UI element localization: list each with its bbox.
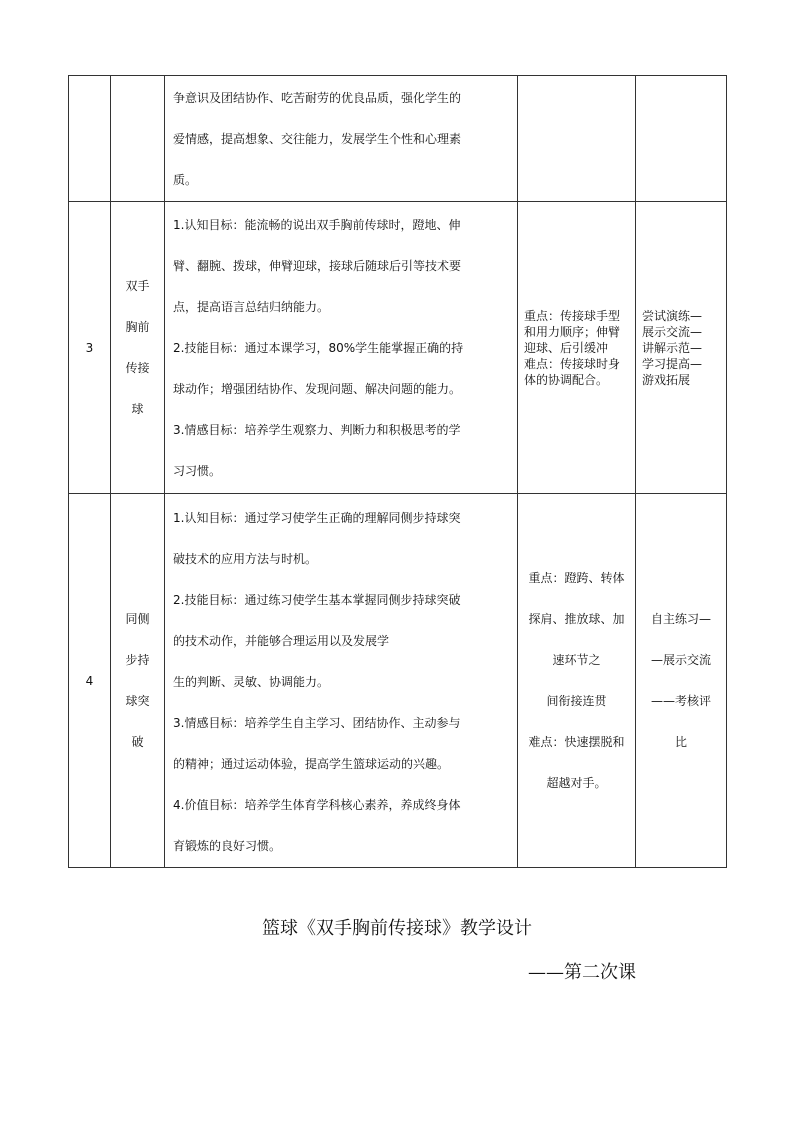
key-point-line: 和用力顺序；伸臂 <box>524 324 621 339</box>
table-row <box>69 202 727 494</box>
goal-line: 4.价值目标：培养学生体育学科核心素养，养成终身体 <box>173 798 461 812</box>
goal-line: 3.情感目标：培养学生自主学习、团结协作、主动参与 <box>173 716 461 730</box>
lesson-name-line: 传接 <box>125 360 150 375</box>
lesson-name-cell <box>111 494 165 868</box>
goal-line: 1.认知目标：通过学习使学生正确的理解同侧步持球突 <box>173 511 461 525</box>
goal-line: 臂、翻腕、拨球，伸臂迎球，接球后随球后引等技术要 <box>173 259 462 273</box>
method-line: 展示交流— <box>642 324 703 339</box>
goal-line: 球动作；增强团结协作、发现问题、解决问题的能力。 <box>173 382 462 396</box>
key-points-cell <box>518 76 636 202</box>
goal-line: 2.技能目标：通过练习使学生基本掌握同侧步持球突破 <box>173 593 461 607</box>
key-point-line: 间衔接连贯 <box>546 693 607 708</box>
goal-line: 的精神；通过运动体验，提高学生篮球运动的兴趣。 <box>173 757 450 771</box>
goal-line: 2.技能目标：通过本课学习，80%学生能掌握正确的持 <box>173 341 464 355</box>
lesson-name-line: 胸前 <box>125 319 150 334</box>
method-line: ——考核评 <box>650 693 711 708</box>
key-point-line: 速环节之 <box>552 652 601 667</box>
goal-line: 3.情感目标：培养学生观察力、判断力和积极思考的学 <box>173 423 461 437</box>
method-line: 学习提高— <box>642 356 703 371</box>
key-point-line: 难点：快速摆脱和 <box>528 734 625 749</box>
key-point-line: 重点：传接球手型 <box>524 308 621 323</box>
key-points-cell <box>518 202 636 494</box>
key-points-cell <box>518 494 636 868</box>
lesson-name-line: 同侧 <box>125 611 150 626</box>
lesson-plan-table <box>68 75 727 868</box>
row-number-cell <box>69 76 111 202</box>
goal-line: 的技术动作，并能够合理运用以及发展学 <box>173 634 390 648</box>
method-line: 游戏拓展 <box>642 372 691 387</box>
teaching-goals-cell <box>165 76 518 202</box>
teaching-method-cell <box>636 76 727 202</box>
goal-line: 育锻炼的良好习惯。 <box>173 839 282 853</box>
lesson-name-line: 球 <box>131 401 144 416</box>
lesson-name-line: 球突 <box>125 693 150 708</box>
goal-line: 1.认知目标：能流畅的说出双手胸前传球时，蹬地、伸 <box>173 218 461 232</box>
teaching-method-cell <box>636 202 727 494</box>
row-number-cell: 4 <box>69 494 111 868</box>
key-point-line: 重点：蹬跨、转体 <box>528 570 625 585</box>
teaching-goals-cell <box>165 202 518 494</box>
key-point-line: 体的协调配合。 <box>524 372 609 387</box>
key-point-line: 迎球、后引缓冲 <box>524 340 609 355</box>
key-point-line: 难点：传接球时身 <box>524 356 621 371</box>
method-line: —展示交流 <box>650 652 711 667</box>
goal-line: 生的判断、灵敏、协调能力。 <box>173 675 330 689</box>
key-point-line: 探肩、推放球、加 <box>528 611 625 626</box>
method-line: 讲解示范— <box>642 340 703 355</box>
table-row <box>69 494 727 868</box>
goal-line: 争意识及团结协作、吃苦耐劳的优良品质，强化学生的 <box>173 90 462 105</box>
lesson-name-line: 双手 <box>125 278 150 293</box>
document-subtitle: ——第二次课 <box>528 962 636 983</box>
goal-line: 爱情感，提高想象、交往能力，发展学生个性和心理素 <box>173 131 462 146</box>
goal-line: 点，提高语言总结归纳能力。 <box>173 300 330 314</box>
method-line: 尝试演练— <box>642 308 703 323</box>
lesson-name-line: 破 <box>131 734 144 749</box>
lesson-name-cell <box>111 202 165 494</box>
lesson-name-line: 步持 <box>125 652 150 667</box>
goal-line: 质。 <box>173 172 198 187</box>
goal-line: 习习惯。 <box>173 464 222 478</box>
key-point-line: 超越对手。 <box>546 775 607 790</box>
lesson-name-cell <box>111 76 165 202</box>
method-line: 比 <box>674 734 687 749</box>
row-number-cell: 3 <box>69 202 111 494</box>
teaching-goals-cell <box>165 494 518 868</box>
method-line: 自主练习— <box>650 611 711 626</box>
table-row <box>69 76 727 202</box>
document-title: 篮球《双手胸前传接球》教学设计 <box>262 918 532 939</box>
goal-line: 破技术的应用方法与时机。 <box>173 552 318 566</box>
teaching-method-cell <box>636 494 727 868</box>
